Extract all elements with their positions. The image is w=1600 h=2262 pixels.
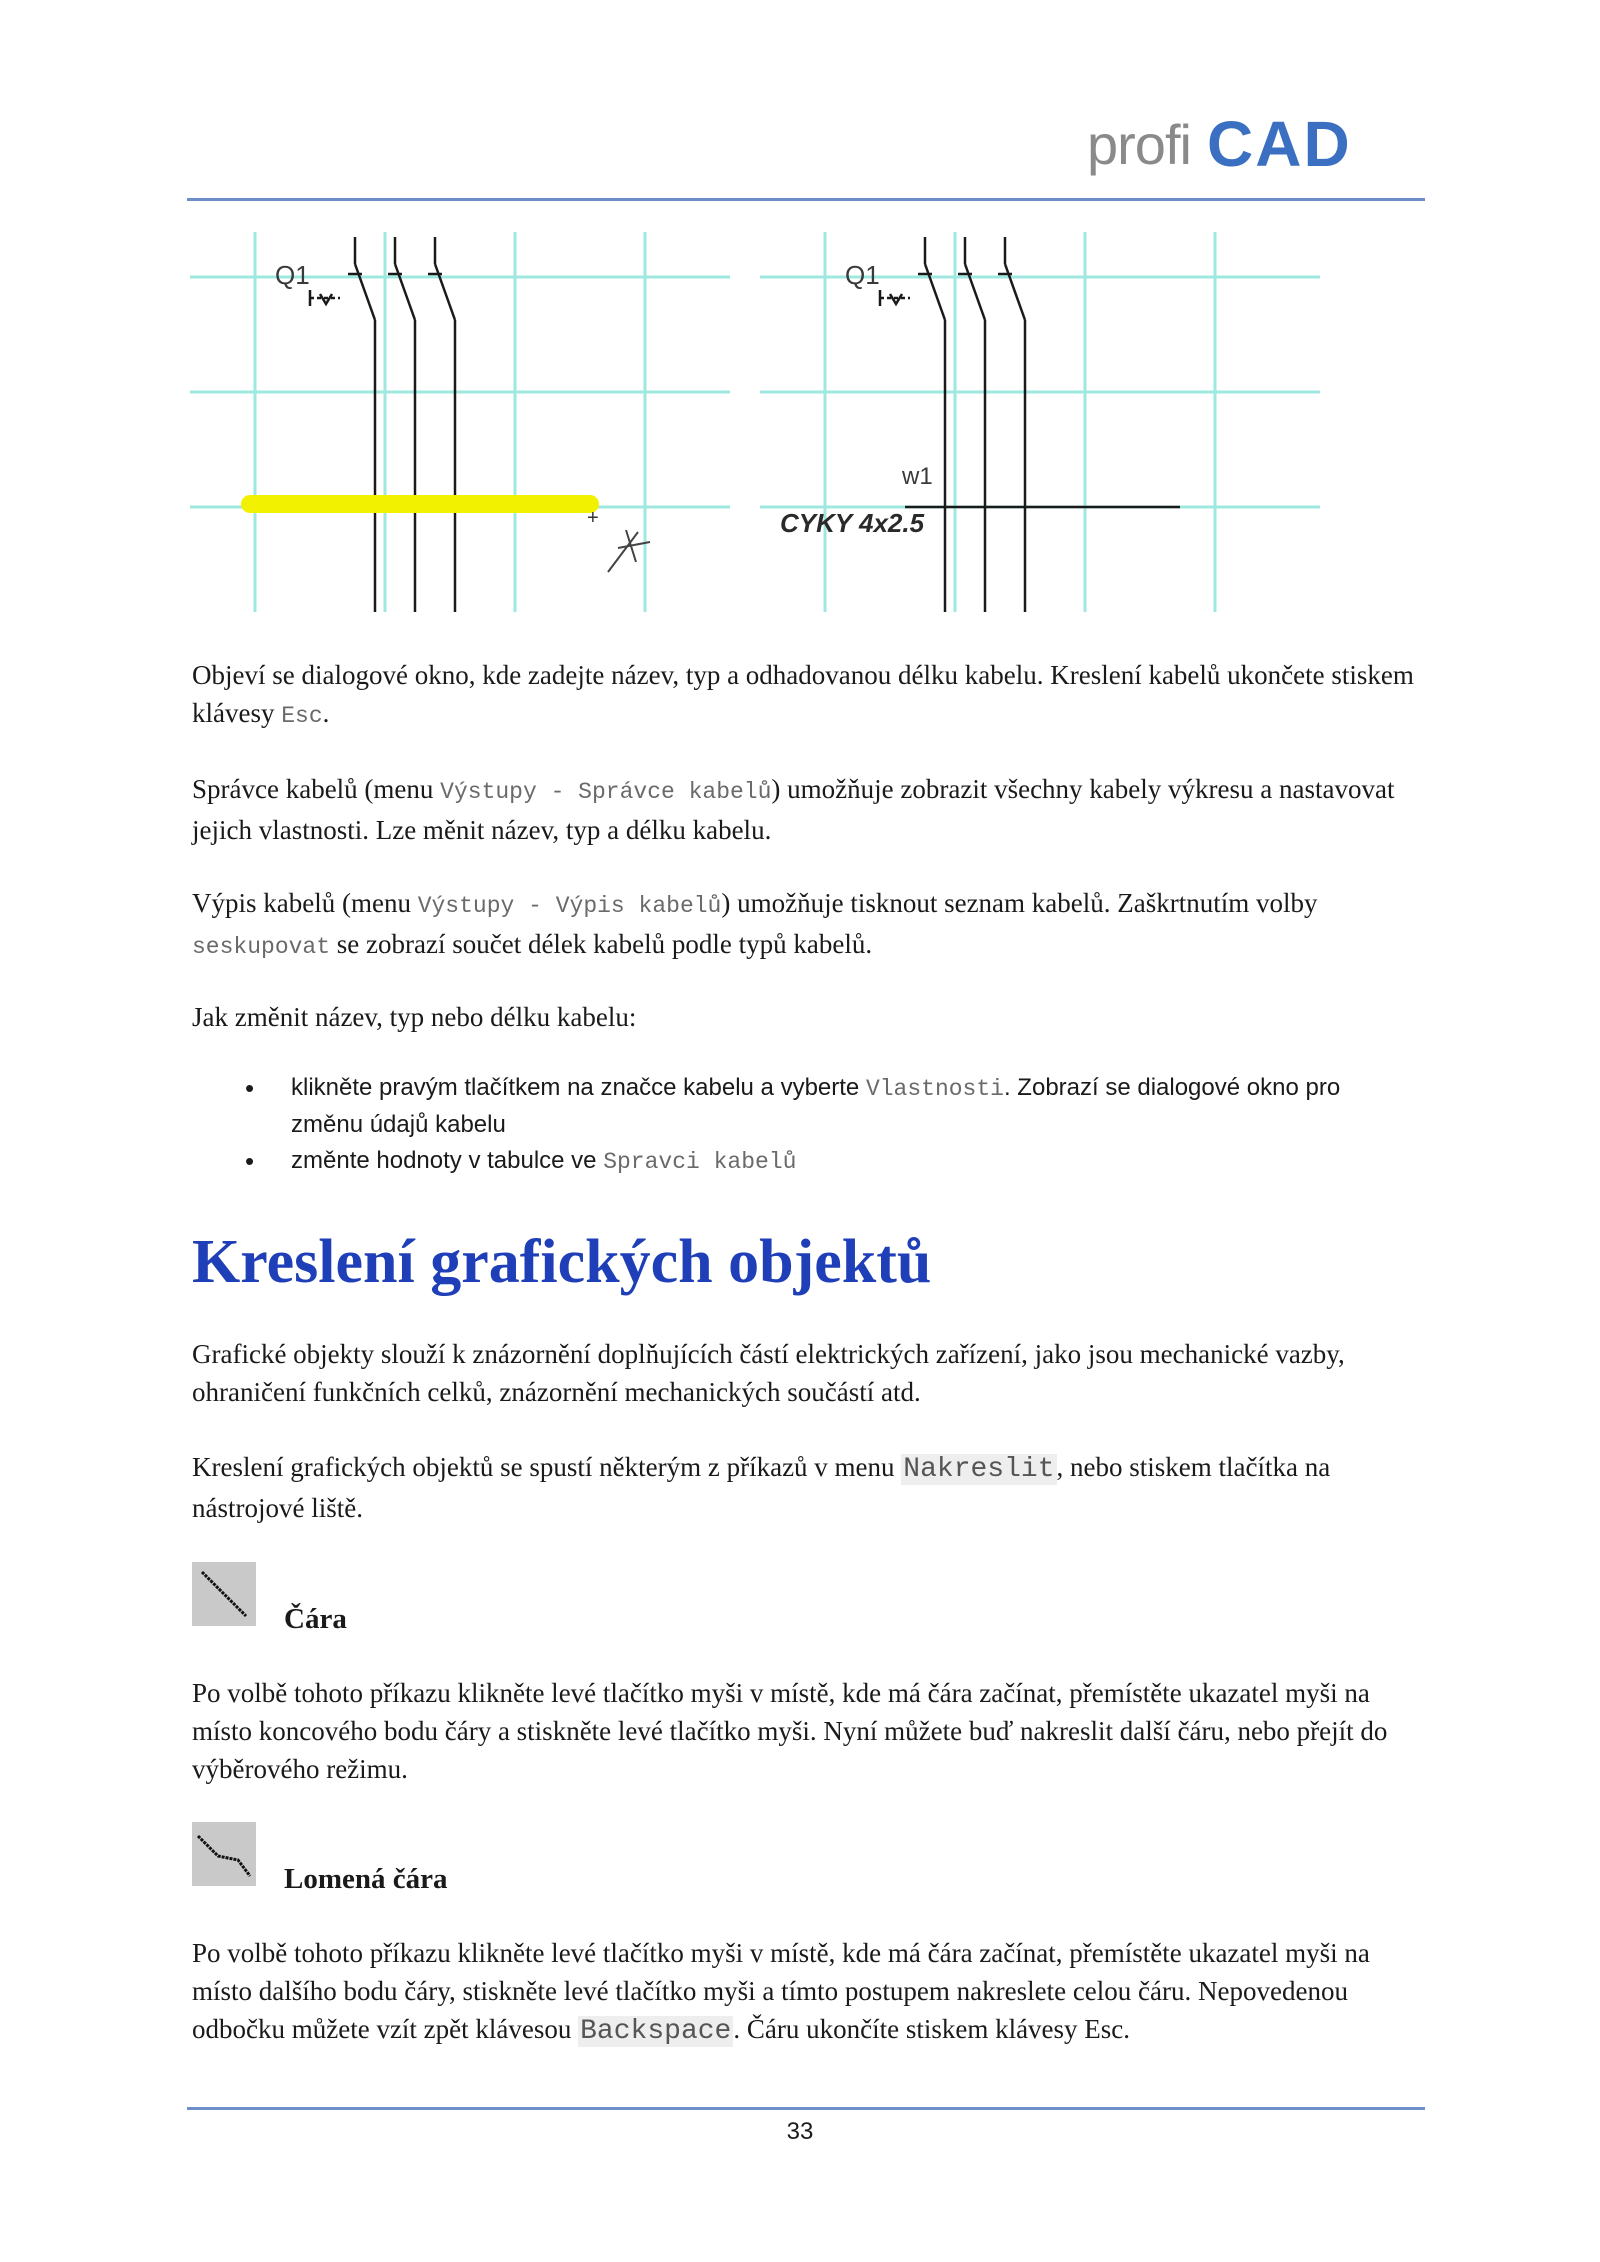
- cable-label: w1: [902, 463, 933, 490]
- text: změnte hodnoty v tabulce ve: [291, 1147, 604, 1174]
- key-backspace: Backspace: [580, 2016, 732, 2047]
- left-switch-label: Q1: [275, 260, 310, 290]
- list-item: [245, 1143, 1405, 1180]
- menu-path-cable-manager: Výstupy - Správce kabelů: [440, 779, 772, 805]
- plus-marker: +: [587, 507, 599, 529]
- menu-draw: Nakreslit: [903, 1454, 1055, 1485]
- right-grid: [760, 232, 1320, 612]
- svg-text:CAD: CAD: [1207, 108, 1352, 180]
- key-esc: Esc: [281, 703, 323, 729]
- paragraph-cable-list: [192, 884, 1432, 966]
- paragraph-start-drawing: [192, 1448, 1432, 1527]
- proficad-logo: [1085, 106, 1415, 182]
- text: . Čáru ukončíte stiskem klávesy Esc.: [733, 2014, 1131, 2044]
- left-grid: [190, 232, 730, 612]
- paragraph-cable-manager: [192, 770, 1432, 849]
- text: ) umožňuje tisknout seznam kabelů. Zaškrtnutím volby: [721, 888, 1318, 918]
- paragraph-line: Po volbě tohoto příkazu klikněte levé tlačítko myši v místě, kde má čára začínat, přemístěte ukazatel myši na místo koncového bodu čáry a stiskněte levé tlačítko myši. Nyní můžete buď nakreslit další čáru, nebo přejít do výběrového režimu.: [192, 1678, 1388, 1784]
- text: Správce kabelů (menu: [192, 774, 441, 804]
- menu-properties: Vlastnosti: [865, 1076, 1004, 1102]
- page-number: 33: [786, 2118, 814, 2145]
- text: Kreslení grafických objektů se spustí některým z příkazů v menu: [192, 1452, 902, 1482]
- paragraph-graphic-objects: Grafické objekty slouží k znázornění doplňujících částí elektrických zařízení, jako jsou mechanické vazby, ohraničení funkčních celků, znázornění mechanických součástí atd.: [192, 1339, 1345, 1407]
- text: Po volbě tohoto příkazu klikněte levé tlačítko myši v místě, kde má čára začínat, přemístěte ukazatel myši na místo dalšího bodu čáry, stiskněte levé tlačítko myši a tímto postupem nakreslete celou čáru. Nepovedenou odbočku můžete vzít zpět klávesou: [192, 1938, 1370, 2044]
- text: se zobrazí součet délek kabelů podle typů kabelů.: [330, 929, 873, 959]
- polyline-tool-icon: [192, 1822, 256, 1886]
- text: ) umožňuje zobrazit všechny kabely výkresu a nastavovat jejich vlastnosti. Lze měnit název, typ a délku kabelu.: [192, 774, 1395, 845]
- option-group: seskupovat: [192, 934, 331, 960]
- header-rule: [187, 198, 1425, 201]
- paragraph-polyline: [192, 1934, 1432, 2051]
- text: . Zobrazí se dialogové okno pro změnu údajů kabelu: [291, 1074, 1341, 1138]
- left-switch-symbol: [310, 237, 455, 612]
- paragraph-how-to: Jak změnit název, typ nebo délku kabelu:: [192, 1002, 637, 1032]
- footer-rule: [187, 2107, 1425, 2110]
- cable-drawing-figure: [190, 232, 1320, 612]
- paragraph-dialog: [192, 656, 1432, 735]
- menu-path-cable-list: Výstupy - Výpis kabelů: [417, 893, 722, 919]
- text: Výpis kabelů (menu: [192, 888, 418, 918]
- line-tool-icon: [192, 1562, 256, 1626]
- text: Objeví se dialogové okno, kde zadejte název, typ a odhadovanou délku kabelu. Kreslení kabelů ukončete stiskem klávesy: [192, 660, 1414, 728]
- right-switch-label: Q1: [845, 260, 880, 290]
- right-switch-symbol: [880, 237, 1025, 612]
- text: klikněte pravým tlačítkem na značce kabelu a vyberte: [291, 1074, 866, 1101]
- polyline-heading: Lomená čára: [284, 1863, 448, 1895]
- line-heading: Čára: [284, 1603, 347, 1635]
- cable-type-label: CYKY 4x2.5: [780, 508, 925, 538]
- list-item: [245, 1070, 1405, 1143]
- how-to-list: [245, 1070, 1405, 1180]
- text: , nebo stiskem tlačítka na nástrojové liště.: [192, 1452, 1331, 1523]
- cable-manager-ref: Spravci kabelů: [603, 1149, 797, 1175]
- text: .: [322, 698, 330, 728]
- svg-text:profi: profi: [1087, 113, 1191, 176]
- section-heading: Kreslení grafických objektů: [192, 1228, 932, 1296]
